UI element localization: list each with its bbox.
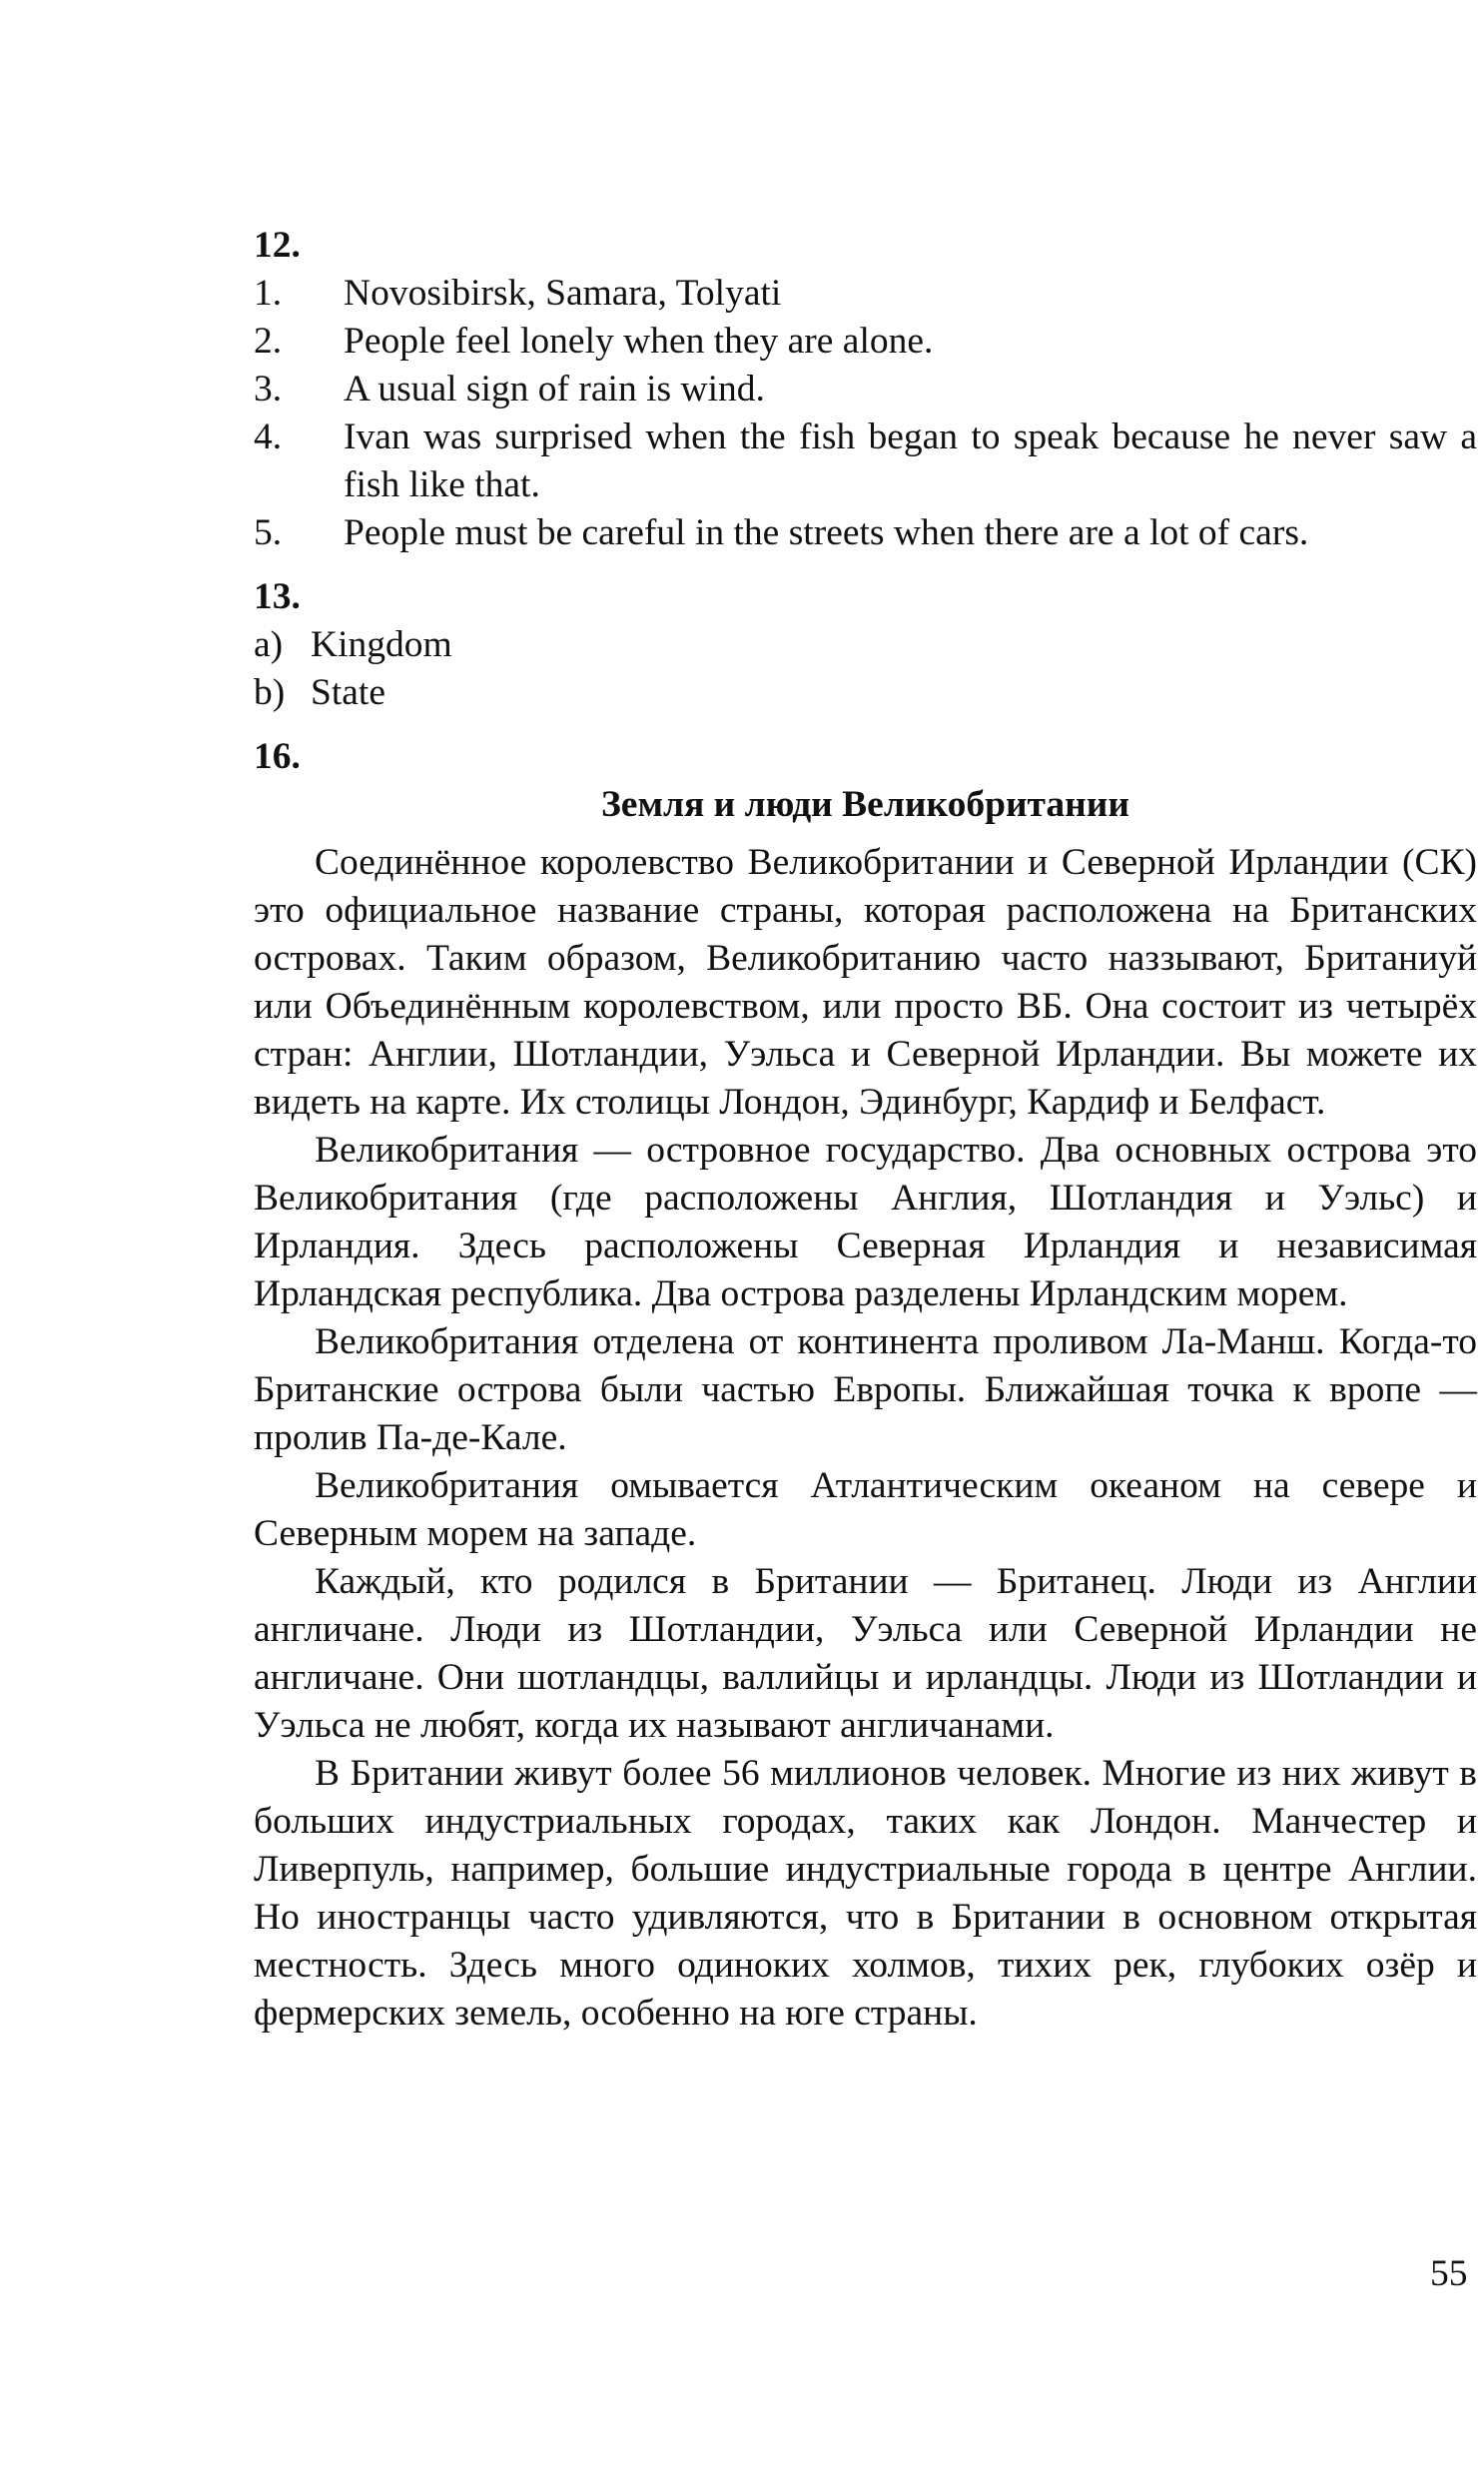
paragraph: Великобритания отделена от континента проливом Ла-Манш. Когда-то Британские острова были частью Европы. Ближайшая точка к вропе — пролив Па-де-Кале.: [254, 1321, 1477, 1458]
list-item: 2. People feel lonely when they are alone.: [254, 321, 934, 362]
paragraph: Великобритания — островное государство. Два основных острова это Великобритания (где расположены Англия, Шотландия и Уэльс) и Ирландия. Здесь расположены Северная Ирландия и независимая Ирландская республика. Два острова разделены Ирландским морем.: [254, 1130, 1477, 1314]
list-item: b) State: [254, 672, 385, 713]
section-16-title: Земля и люди Великобритании: [601, 784, 1129, 825]
paragraph: Каждый, кто родился в Британии — Британец. Люди из Англии англичане. Люди из Шотландии, Уэльса или Северной Ирландии не англичане. Они шотландцы, валлийцы и ирландцы. Люди из Шотландии и Уэльса не любят, когда их называют англичанами.: [254, 1561, 1477, 1746]
list-item: 4. Ivan was surprised when the fish began to speak because he never saw a fish like that.: [254, 416, 1477, 505]
section-12: [254, 222, 1477, 557]
paragraph: В Британии живут более 56 миллионов человек. Многие из них живут в больших индустриальных городах, таких как Лондон. Манчестер и Ливерпуль, например, большие индустриальные города в центре Англии. Но иностранцы часто удивляются, что в Британии в основном открытая местность. Здесь много одиноких холмов, тихих рек, глубоких озёр и фермерских земель, особенно на юге страны.: [254, 1753, 1477, 2034]
section-16: [254, 733, 1477, 2038]
list-item: 3. A usual sign of rain is wind.: [254, 369, 765, 410]
list-item: 1. Novosibirsk, Samara, Tolyati: [254, 273, 782, 314]
section-13-number: 13.: [254, 576, 301, 617]
page-number: 55: [1430, 2253, 1468, 2294]
spacer: [254, 557, 1477, 573]
list-item: 5. People must be careful in the streets when there are a lot of cars.: [254, 512, 1309, 553]
spacer: [254, 717, 1477, 733]
paragraph: Великобритания омывается Атлантическим океаном на севере и Северным морем на западе.: [254, 1465, 1477, 1554]
paragraph: Соединённое королевство Великобритании и Северной Ирландии (СК) это официальное название страны, которая расположена на Британских островах. Таким образом, Великобританию часто наззывают, Британиуй или Объединённым королевством, или просто ВБ. Она состоит из четырёх стран: Англии, Шотландии, Уэльса и Северной Ирландии. Вы можете их видеть на карте. Их столицы Лондон, Эдинбург, Кардиф и Белфаст.: [254, 842, 1477, 1123]
section-13: [254, 573, 1477, 717]
section-12-list: [254, 270, 1477, 557]
page-content: [254, 222, 1477, 2038]
section-16-number: 16.: [254, 736, 301, 777]
section-12-number: 12.: [254, 225, 301, 266]
section-13-list: [254, 621, 1477, 717]
list-item: a) Kingdom: [254, 624, 452, 665]
